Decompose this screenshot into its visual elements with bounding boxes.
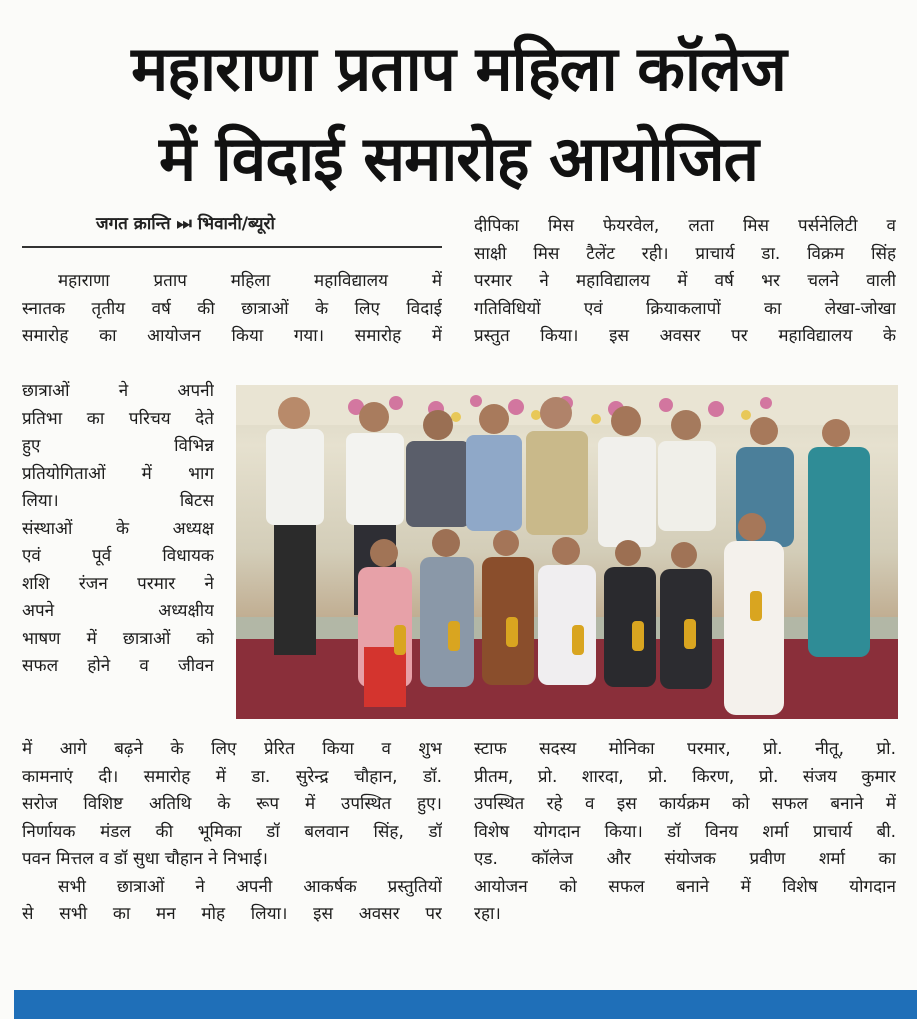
- text-line: हुए विभिन्न: [22, 436, 214, 456]
- right-column-bottom: [474, 736, 896, 929]
- text-line: प्रस्तुत किया। इस अवसर पर महाविद्यालय के: [474, 326, 896, 346]
- text-line: सभी छात्राओं ने अपनी आकर्षक प्रस्तुतियों: [58, 876, 442, 897]
- text-line: आयोजन को सफल बनाने में विशेष योगदान: [474, 876, 896, 897]
- text-line: विशेष योगदान किया। डॉ विनय शर्मा प्राचार्य बी.: [474, 821, 896, 842]
- text-line: अपने अध्यक्षीय: [22, 601, 214, 621]
- text-line: प्रीतम, प्रो. शारदा, प्रो. किरण, प्रो. संजय कुमार: [474, 766, 896, 787]
- text-line: में आगे बढ़ने के लिए प्रेरित किया व शुभ: [22, 739, 442, 759]
- text-line: कामनाएं दी। समारोह में डा. सुरेन्द्र चौहान, डॉ.: [22, 766, 442, 787]
- text-line: एड. कॉलेज और संयोजक प्रवीण शर्मा का: [474, 849, 896, 869]
- byline: जगत क्रान्ति ⏭ भिवानी/ब्यूरो: [96, 214, 275, 234]
- text-line: परमार ने महाविद्यालय में वर्ष भर चलने वाली: [474, 271, 896, 291]
- text-line: एवं पूर्व विधायक: [22, 546, 214, 566]
- text-line: पवन मित्तल व डॉ सुधा चौहान ने निभाई।: [22, 849, 268, 869]
- right-column-top: [474, 213, 896, 351]
- text-line: सरोज विशिष्ट अतिथि के रूप में उपस्थित हुए।: [22, 794, 442, 814]
- text-line: लिया। बिटस: [22, 491, 214, 511]
- group-photo: [236, 385, 898, 719]
- text-line: संस्थाओं के अध्यक्ष: [22, 518, 214, 539]
- text-line: दीपिका मिस फेयरवेल, लता मिस पर्सनेलिटी व: [474, 216, 896, 236]
- text-line: समारोह का आयोजन किया गया। समारोह में: [22, 326, 442, 346]
- text-line: सफल होने व जीवन: [22, 656, 214, 676]
- text-line: छात्राओं ने अपनी: [22, 381, 214, 401]
- text-line: भाषण में छात्राओं को: [22, 628, 214, 649]
- left-column-top: [22, 268, 442, 351]
- group-photo-illustration: [236, 385, 898, 719]
- text-line: रहा।: [474, 904, 501, 924]
- text-line: साक्षी मिस टैलेंट रही। प्राचार्य डा. विक्रम सिंह: [474, 243, 896, 264]
- headline-line-2: में विदाई समारोह आयोजित: [159, 122, 758, 195]
- left-column-bottom: [22, 736, 442, 929]
- text-line: निर्णायक मंडल की भूमिका डॉ बलवान सिंह, डॉ: [22, 821, 442, 842]
- text-line: प्रतिभा का परिचय देते: [22, 408, 214, 429]
- text-line: उपस्थित रहे व इस कार्यक्रम को सफल बनाने में: [474, 794, 896, 814]
- bottom-color-bar: [14, 990, 917, 1019]
- text-line: से सभी का मन मोह लिया। इस अवसर पर: [22, 904, 442, 924]
- text-line: महाराणा प्रताप महिला महाविद्यालय में: [58, 271, 442, 291]
- text-line: प्रतियोगिताओं में भाग: [22, 463, 214, 484]
- text-line: स्टाफ सदस्य मोनिका परमार, प्रो. नीतू, प्रो.: [474, 739, 896, 759]
- left-column-wrap: [22, 378, 214, 681]
- headline-line-1: महाराणा प्रताप महिला कॉलेज: [131, 32, 786, 105]
- text-line: गतिविधियों एवं क्रियाकलापों का लेखा-जोखा: [474, 298, 896, 319]
- byline-divider: [22, 246, 442, 248]
- text-line: शशि रंजन परमार ने: [22, 573, 214, 594]
- text-line: स्नातक तृतीय वर्ष की छात्राओं के लिए विदाई: [22, 298, 442, 319]
